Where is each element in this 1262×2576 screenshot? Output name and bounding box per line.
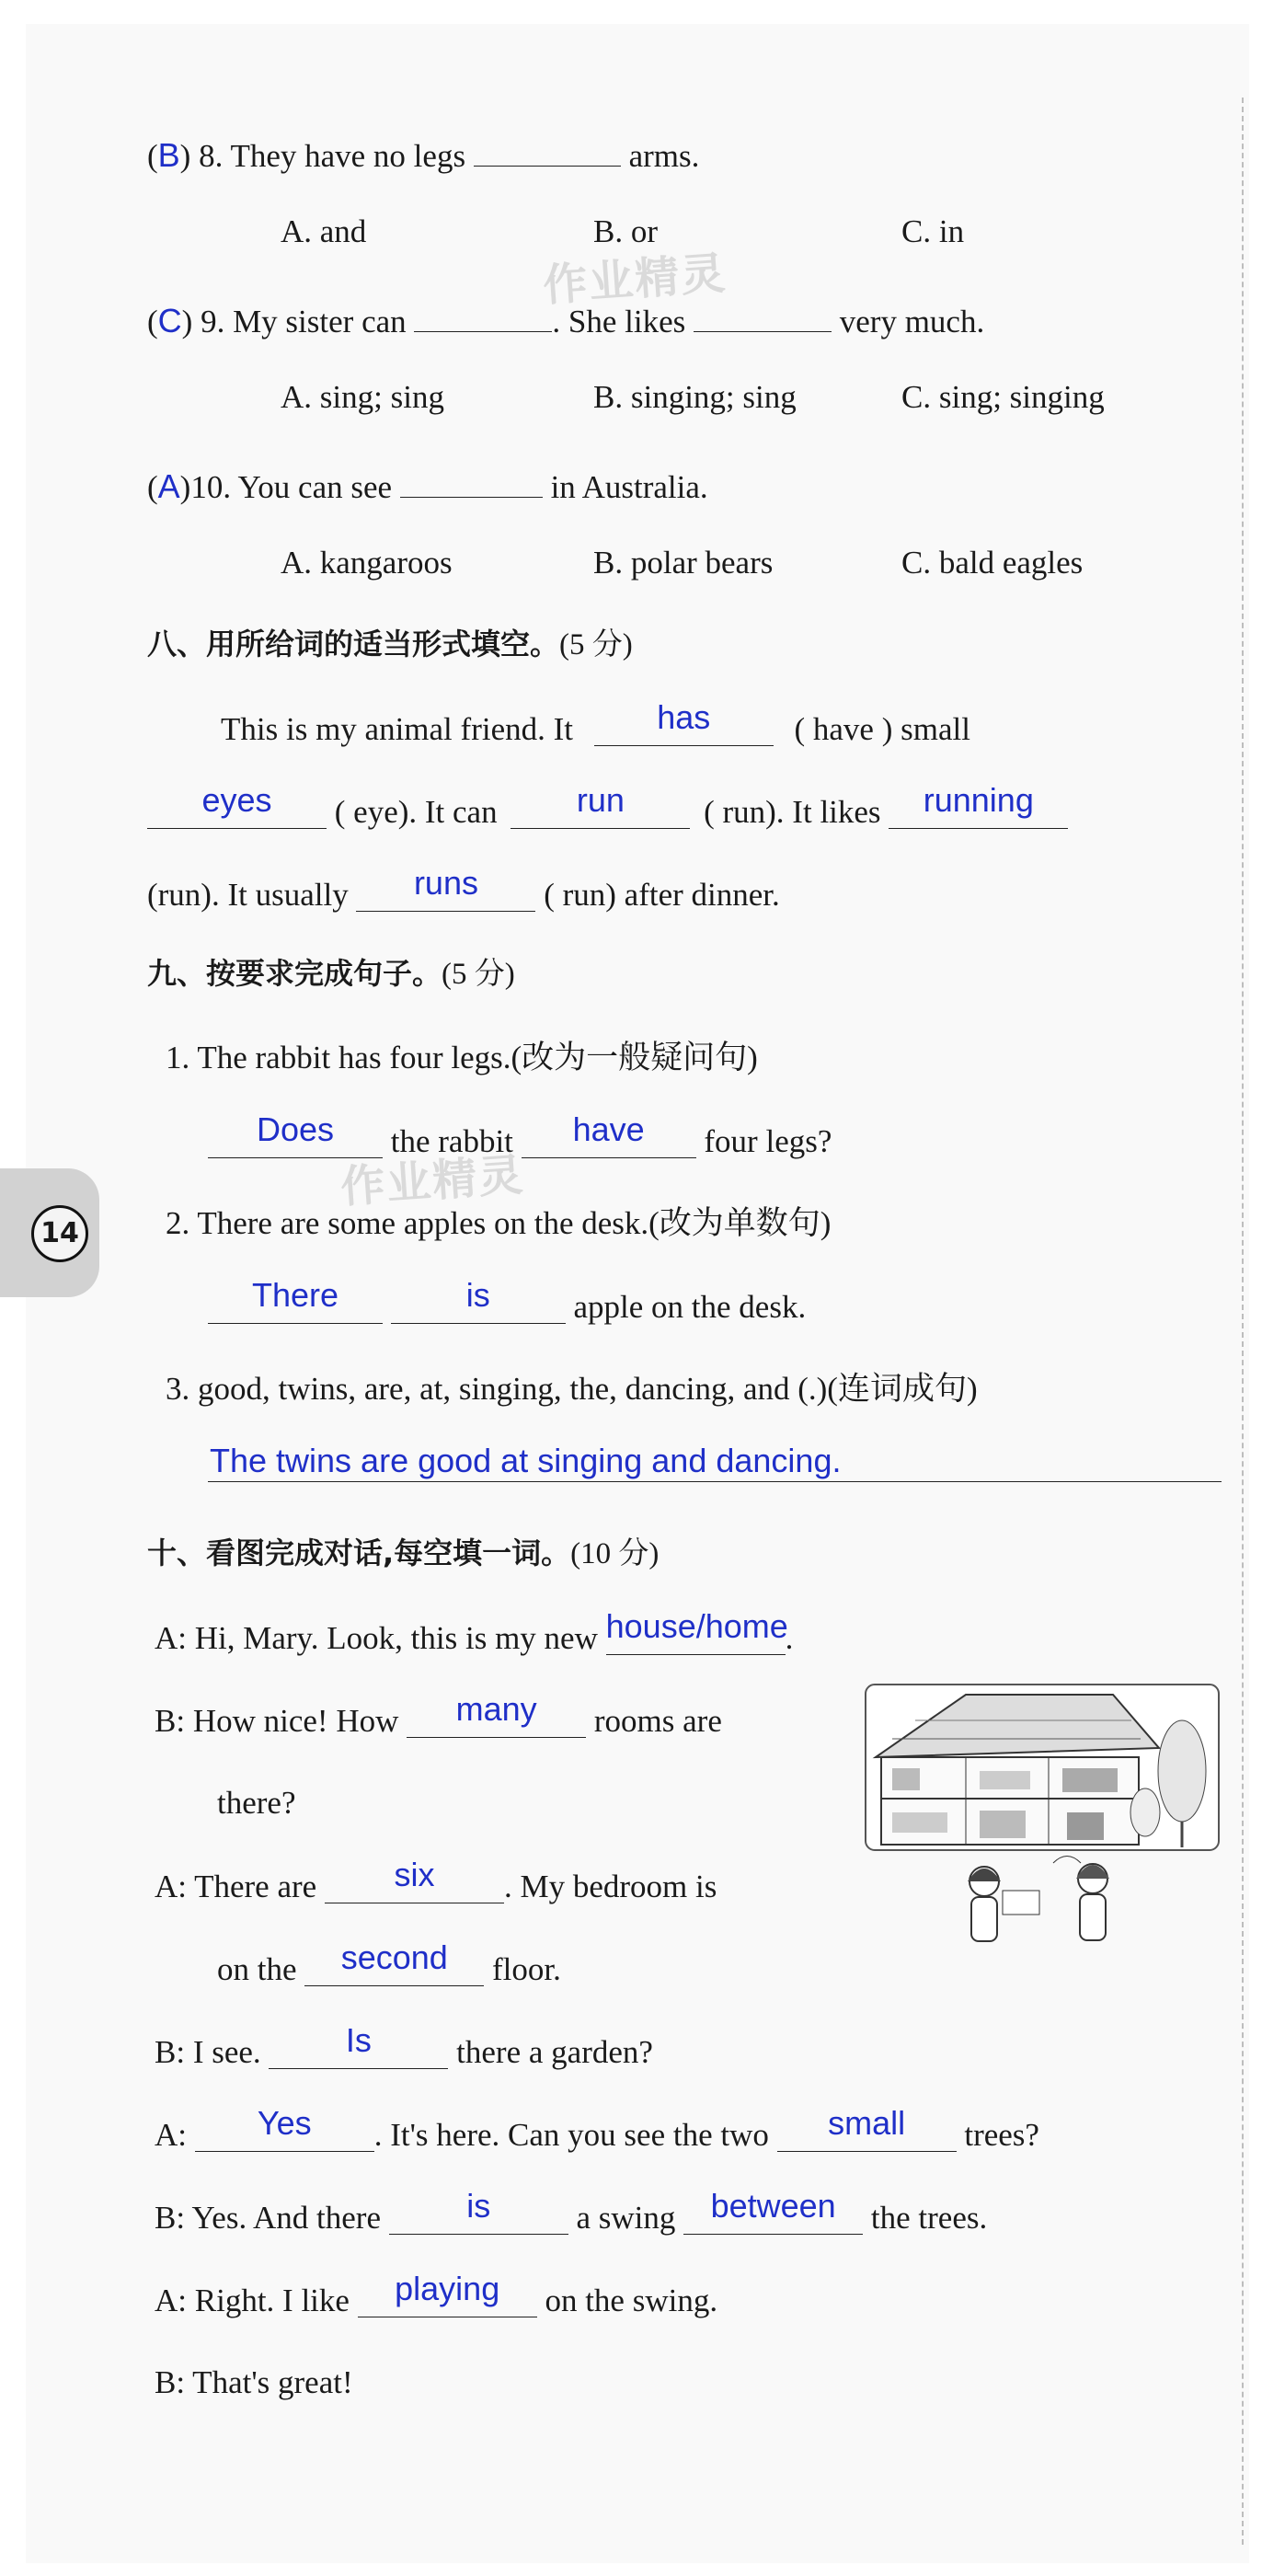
dialog-line-7: A: Yes . It's here. Can you see the two small trees? (155, 2104, 1039, 2153)
sec9-q2: 2. There are some apples on the desk.(改为单数句) (166, 1205, 832, 1241)
answer-eyes: eyes (201, 781, 272, 819)
option-8c: C. in (901, 213, 965, 249)
blank (694, 294, 832, 332)
sec8-line-1: This is my animal friend. It has ( have ) small (221, 698, 970, 747)
blank (208, 1276, 383, 1324)
blank (414, 294, 552, 332)
option-9c: C. sing; singing (901, 379, 1105, 415)
blank (474, 129, 621, 167)
dialog-line-6: B: I see. Is there a garden? (155, 2021, 653, 2070)
house-illustration (865, 1684, 1220, 1960)
blank (407, 1690, 586, 1738)
blank (147, 781, 327, 829)
blank (400, 460, 543, 498)
blank (683, 2187, 863, 2235)
blank (605, 1607, 788, 1655)
section-9-title: 九、按要求完成句子。(5 分) (147, 956, 515, 991)
sec9-q3-answer: The twins are good at singing and dancing. (210, 1442, 842, 1479)
blank (777, 2104, 957, 2152)
answer-has: has (657, 698, 711, 736)
answer-runs: runs (413, 864, 478, 902)
blank (594, 698, 774, 746)
option-8b: B. or (593, 213, 658, 249)
answer-second: second (340, 1938, 448, 1976)
page-number-badge: 14 (31, 1205, 88, 1262)
question-8: (B) 8. They have no legs arms. (147, 129, 699, 177)
blank (389, 2187, 568, 2235)
option-9b: B. singing; sing (593, 379, 797, 415)
blank (269, 2021, 448, 2069)
answer-have: have (572, 1110, 645, 1148)
answer-is-2: Is (345, 2021, 372, 2059)
answer-many: many (455, 1690, 537, 1728)
option-10b: B. polar bears (593, 545, 774, 581)
blank (522, 1110, 696, 1158)
dialog-line-1: A: Hi, Mary. Look, this is my new house/home. (155, 1607, 794, 1656)
section-8-title: 八、用所给词的适当形式填空。(5 分) (147, 627, 633, 661)
dialog-line-10: B: That's great! (155, 2364, 353, 2400)
blank (325, 1856, 504, 1903)
section-10-title: 十、看图完成对话,每空填一词。(10 分) (147, 1535, 660, 1570)
answer-yes: Yes (257, 2104, 312, 2142)
option-10a: A. kangaroos (281, 545, 453, 581)
watermark: 作业精灵 (338, 1149, 527, 1213)
answer-playing: playing (395, 2270, 500, 2307)
sec9-q3: 3. good, twins, are, at, singing, the, dancing, and (.)(连词成句) (166, 1371, 978, 1407)
answer-house: house/home (605, 1607, 788, 1645)
blank (889, 781, 1068, 829)
dialog-line-4: A: There are six . My bedroom is (155, 1856, 717, 1904)
dialog-line-9: A: Right. I like playing on the swing. (155, 2270, 718, 2318)
sec9-q2-answer: There is apple on the desk. (208, 1286, 806, 1328)
dialog-line-5: on the second floor. (217, 1938, 561, 1987)
blank (195, 2104, 374, 2152)
question-9: (C) 9. My sister can . She likes very much. (147, 294, 984, 342)
sec8-line-2: eyes ( eye). It can run ( run). It likes running (147, 791, 1068, 833)
sec9-q1-answer: Does the rabbit have four legs? (208, 1121, 832, 1162)
answer-run: run (576, 781, 625, 819)
answer-line (208, 1481, 1222, 1482)
answer-running: running (923, 781, 1034, 819)
option-8a: A. and (281, 213, 367, 249)
answer-is-3: is (466, 2187, 491, 2225)
question-10: (A)10. You can see in Australia. (147, 460, 708, 508)
answer-9: C (157, 302, 182, 339)
answer-six: six (394, 1856, 435, 1893)
answer-does: Does (256, 1110, 335, 1148)
option-9a: A. sing; sing (281, 379, 444, 415)
dialog-line-3: there? (217, 1785, 296, 1821)
answer-10: A (157, 467, 180, 505)
dialog-line-2: B: How nice! How many rooms are (155, 1690, 722, 1739)
blank (391, 1276, 566, 1324)
answer-is: is (465, 1276, 490, 1314)
sec9-q1: 1. The rabbit has four legs.(改为一般疑问句) (166, 1040, 758, 1075)
page-number-tab (0, 1168, 99, 1297)
dialog-line-8: B: Yes. And there is a swing between the trees. (155, 2187, 988, 2236)
blank (208, 1110, 383, 1158)
option-10c: C. bald eagles (901, 545, 1084, 581)
answer-between: between (710, 2187, 836, 2225)
binding-dash-line (1242, 98, 1244, 2545)
watermark: 作业精灵 (541, 247, 729, 312)
sec8-line-3: (run). It usually runs ( run) after dinner. (147, 864, 780, 913)
answer-small: small (828, 2104, 906, 2142)
answer-there: There (251, 1276, 339, 1314)
blank (511, 781, 690, 829)
answer-8: B (157, 136, 180, 174)
blank (356, 864, 535, 912)
blank (358, 2270, 537, 2317)
